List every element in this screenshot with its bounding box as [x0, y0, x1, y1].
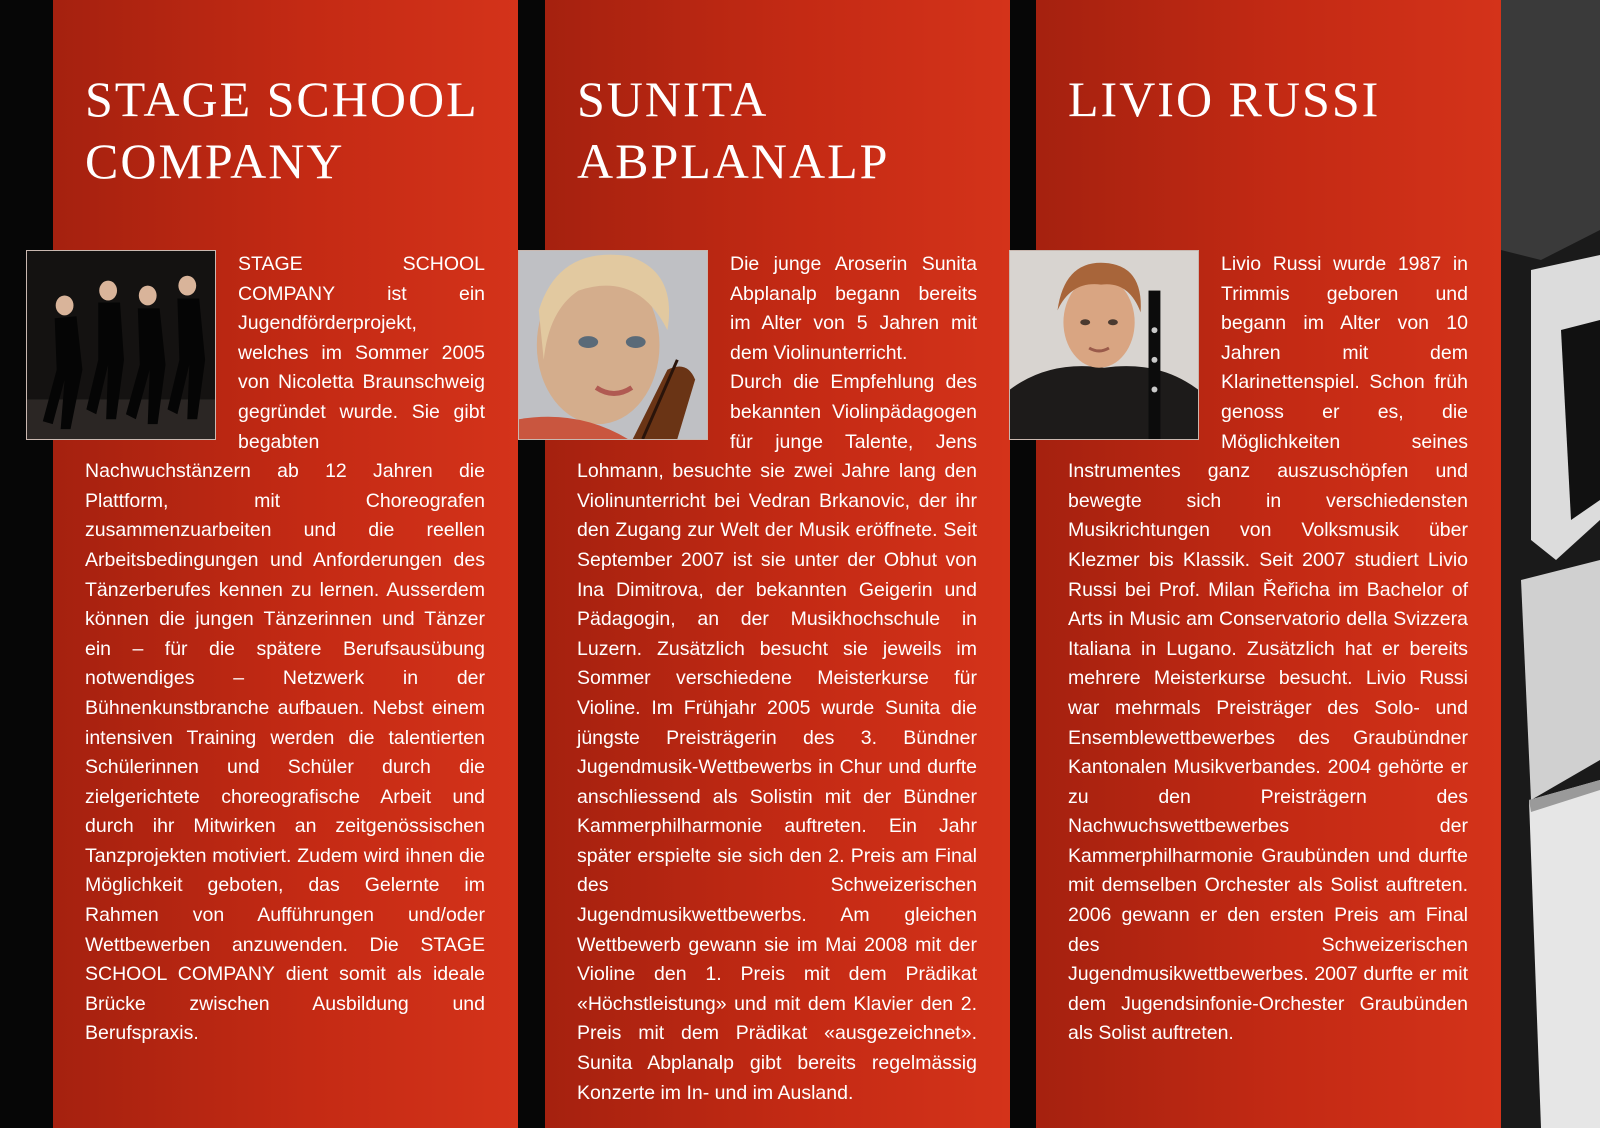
column-paragraph: Livio Russi wurde 1987 in Trimmis geboren und begann im Alter von 10 Jahren mit dem Klarinettenspiel. Schon früh genoss er es, die Möglichkeiten seines Instrumentes ganz auszuschöpfen und bewegte sich in verschiedensten Musikrichtungen von Volksmusik über Klezmer bis Klassik. Seit 2007 studiert Livio Russi bei Prof. Milan Řeřicha im Bachelor of Arts in Music am Conservatorio della Svizzera Italiana in Lugano. Zusätzlich hat er bereits mehrere Meisterkurse besucht. Livio Russi war mehrmals Preisträger des Solo- und Ensemblewettbewerbes des Graubündner Kantonalen Musikverbandes. 2004 gehörte er zu den Preisträgern des Nachwuchswettbewerbes der Kammerphilharmonie Graubünden und durfte mit demselben Orchester als Solist auftreten. 2006 gewann er den ersten Preis am Final des Schweizerischen Jugendmusikwettbewerbes. 2007 durfte er mit dem Jugendsinfonie-Orchester Graubünden als Solist auftreten. [1068, 253, 1468, 1045]
title-line: LIVIO RUSSI [1068, 71, 1381, 127]
column-sunita-abplanalp [545, 0, 1010, 1128]
violinist-portrait-photo [518, 250, 708, 440]
title-line: SUNITA [577, 71, 769, 127]
title-line: ABPLANALP [577, 133, 890, 189]
column-title [85, 68, 479, 192]
column-body [577, 250, 977, 1108]
title-line: STAGE SCHOOL [85, 71, 479, 127]
column-paragraph: STAGE SCHOOL COMPANY ist ein Jugendförderprojekt, welches im Sommer 2005 von Nicoletta Braunschweig gegründet wurde. Sie gibt begabten Nachwuchstänzern ab 12 Jahren die Plattform, mit Choreografen zusammenzuarbeiten und die reellen Arbeitsbedingungen und Anforderungen des Tänzerberufes kennen zu lernen. Ausserdem können die jungen Tänzerinnen und Tänzer ein – für die spätere Berufsausübung notwendiges – Netzwerk in der Bühnenkunstbranche aufbauen. Nebst einem intensiven Training werden die talentierten Schülerinnen und Schüler durch die zielgerichtete choreografische Arbeit und durch ihr Mitwirken an zeitgenössischen Tanzprojekten motiviert. Zudem wird ihnen die Möglichkeit geboten, das Gelernte im Rahmen von Aufführungen und/oder Wettbewerben anzuwenden. Die STAGE SCHOOL COMPANY dient somit als ideale Brücke zwischen Ausbildung und Berufspraxis. [85, 253, 485, 1045]
column-paragraph: Durch die Empfehlung des bekannten Violinpädagogen für junge Talente, Jens Lohmann, besuchte sie zwei Jahre lang den Violinunterricht bei Vedran Brkanovic, der ihr den Zugang zur Welt der Musik eröffnete. Seit September 2007 ist sie unter der Obhut von Ina Dimitrova, der bekannten Geigerin und Pädagogin, an der Musikhochschule in Luzern. Zusätzlich besucht sie jeweils im Sommer verschiedene Meisterkurse für Violine. Im Frühjahr 2005 wurde Sunita die jüngste Preisträgerin des 3. Bündner Jugendmusik-Wettbewerbs in Chur und durfte anschliessend als Solistin mit der Bündner Kammerphilharmonie auftreten. Ein Jahr später erspielte sie sich den 2. Preis am Final des Schweizerischen Jugendmusikwettbewerbs. Am gleichen Wettbewerb gewann sie im Mai 2008 mit der Violine den 1. Preis mit dem Prädikat «Höchstleistung» und mit dem Klavier den 2. Preis mit dem Prädikat «ausgezeichnet». Sunita Abplanalp gibt bereits regelmässig Konzerte im In- und im Ausland. [577, 371, 977, 1104]
column-body [85, 250, 485, 1049]
column-livio-russi [1036, 0, 1501, 1128]
dancers-photo [26, 250, 216, 440]
title-line: COMPANY [85, 133, 345, 189]
column-paragraph: Die junge Aroserin Sunita Abplanalp begann bereits im Alter von 5 Jahren mit dem Violinunterricht. [730, 253, 977, 364]
clarinetist-portrait-photo [1009, 250, 1199, 440]
column-title [1068, 68, 1380, 130]
column-stage-school-company [53, 0, 518, 1128]
column-body [1068, 250, 1468, 1049]
column-title [577, 68, 889, 192]
piano-keys-image [1501, 0, 1600, 1128]
